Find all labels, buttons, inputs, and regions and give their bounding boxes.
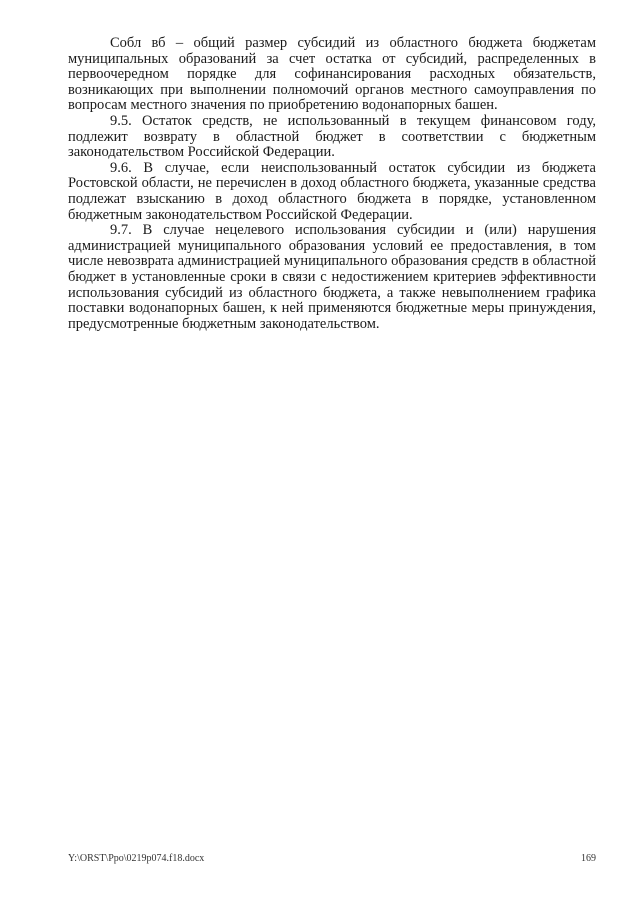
footer-page-number: 169	[581, 853, 596, 864]
paragraph-definition: Собл вб – общий размер субсидий из областного бюджета бюджетам муниципальных образований за счет остатка от субсидий, распределенных в первоочередном порядке для софинансирования расходных обязательств, возникающих при выполнении полномочий органов местного самоуправления по вопросам местного значения по приобретению водонапорных башен.	[68, 35, 596, 114]
paragraph-9-7: 9.7. В случае нецелевого использования субсидии и (или) нарушения администрацией муниципального образования условий ее предоставления, в том числе невозврата администрацией муниципального образования средств в областной бюджет в установленные сроки в связи с недостижением критериев эффективности использования субсидий из областного бюджета, а также невыполнением графика поставки водонапорных башен, к ней применяются бюджетные меры принуждения, предусмотренные бюджетным законодательством.	[68, 222, 596, 332]
document-body	[68, 36, 596, 332]
page-footer	[68, 853, 596, 864]
paragraph-9-6: 9.6. В случае, если неиспользованный остаток субсидии из бюджета Ростовской области, не перечислен в доход областного бюджета, указанные средства подлежат взысканию в доход областного бюджета в порядке, установленном бюджетным законодательством Российской Федерации.	[68, 159, 596, 223]
footer-file-path: Y:\ORST\Ppo\0219p074.f18.docx	[68, 853, 205, 864]
paragraph-9-5: 9.5. Остаток средств, не использованный в текущем финансовом году, подлежит возврату в областной бюджет в соответствии с бюджетным законодательством Российской Федерации.	[68, 112, 596, 161]
